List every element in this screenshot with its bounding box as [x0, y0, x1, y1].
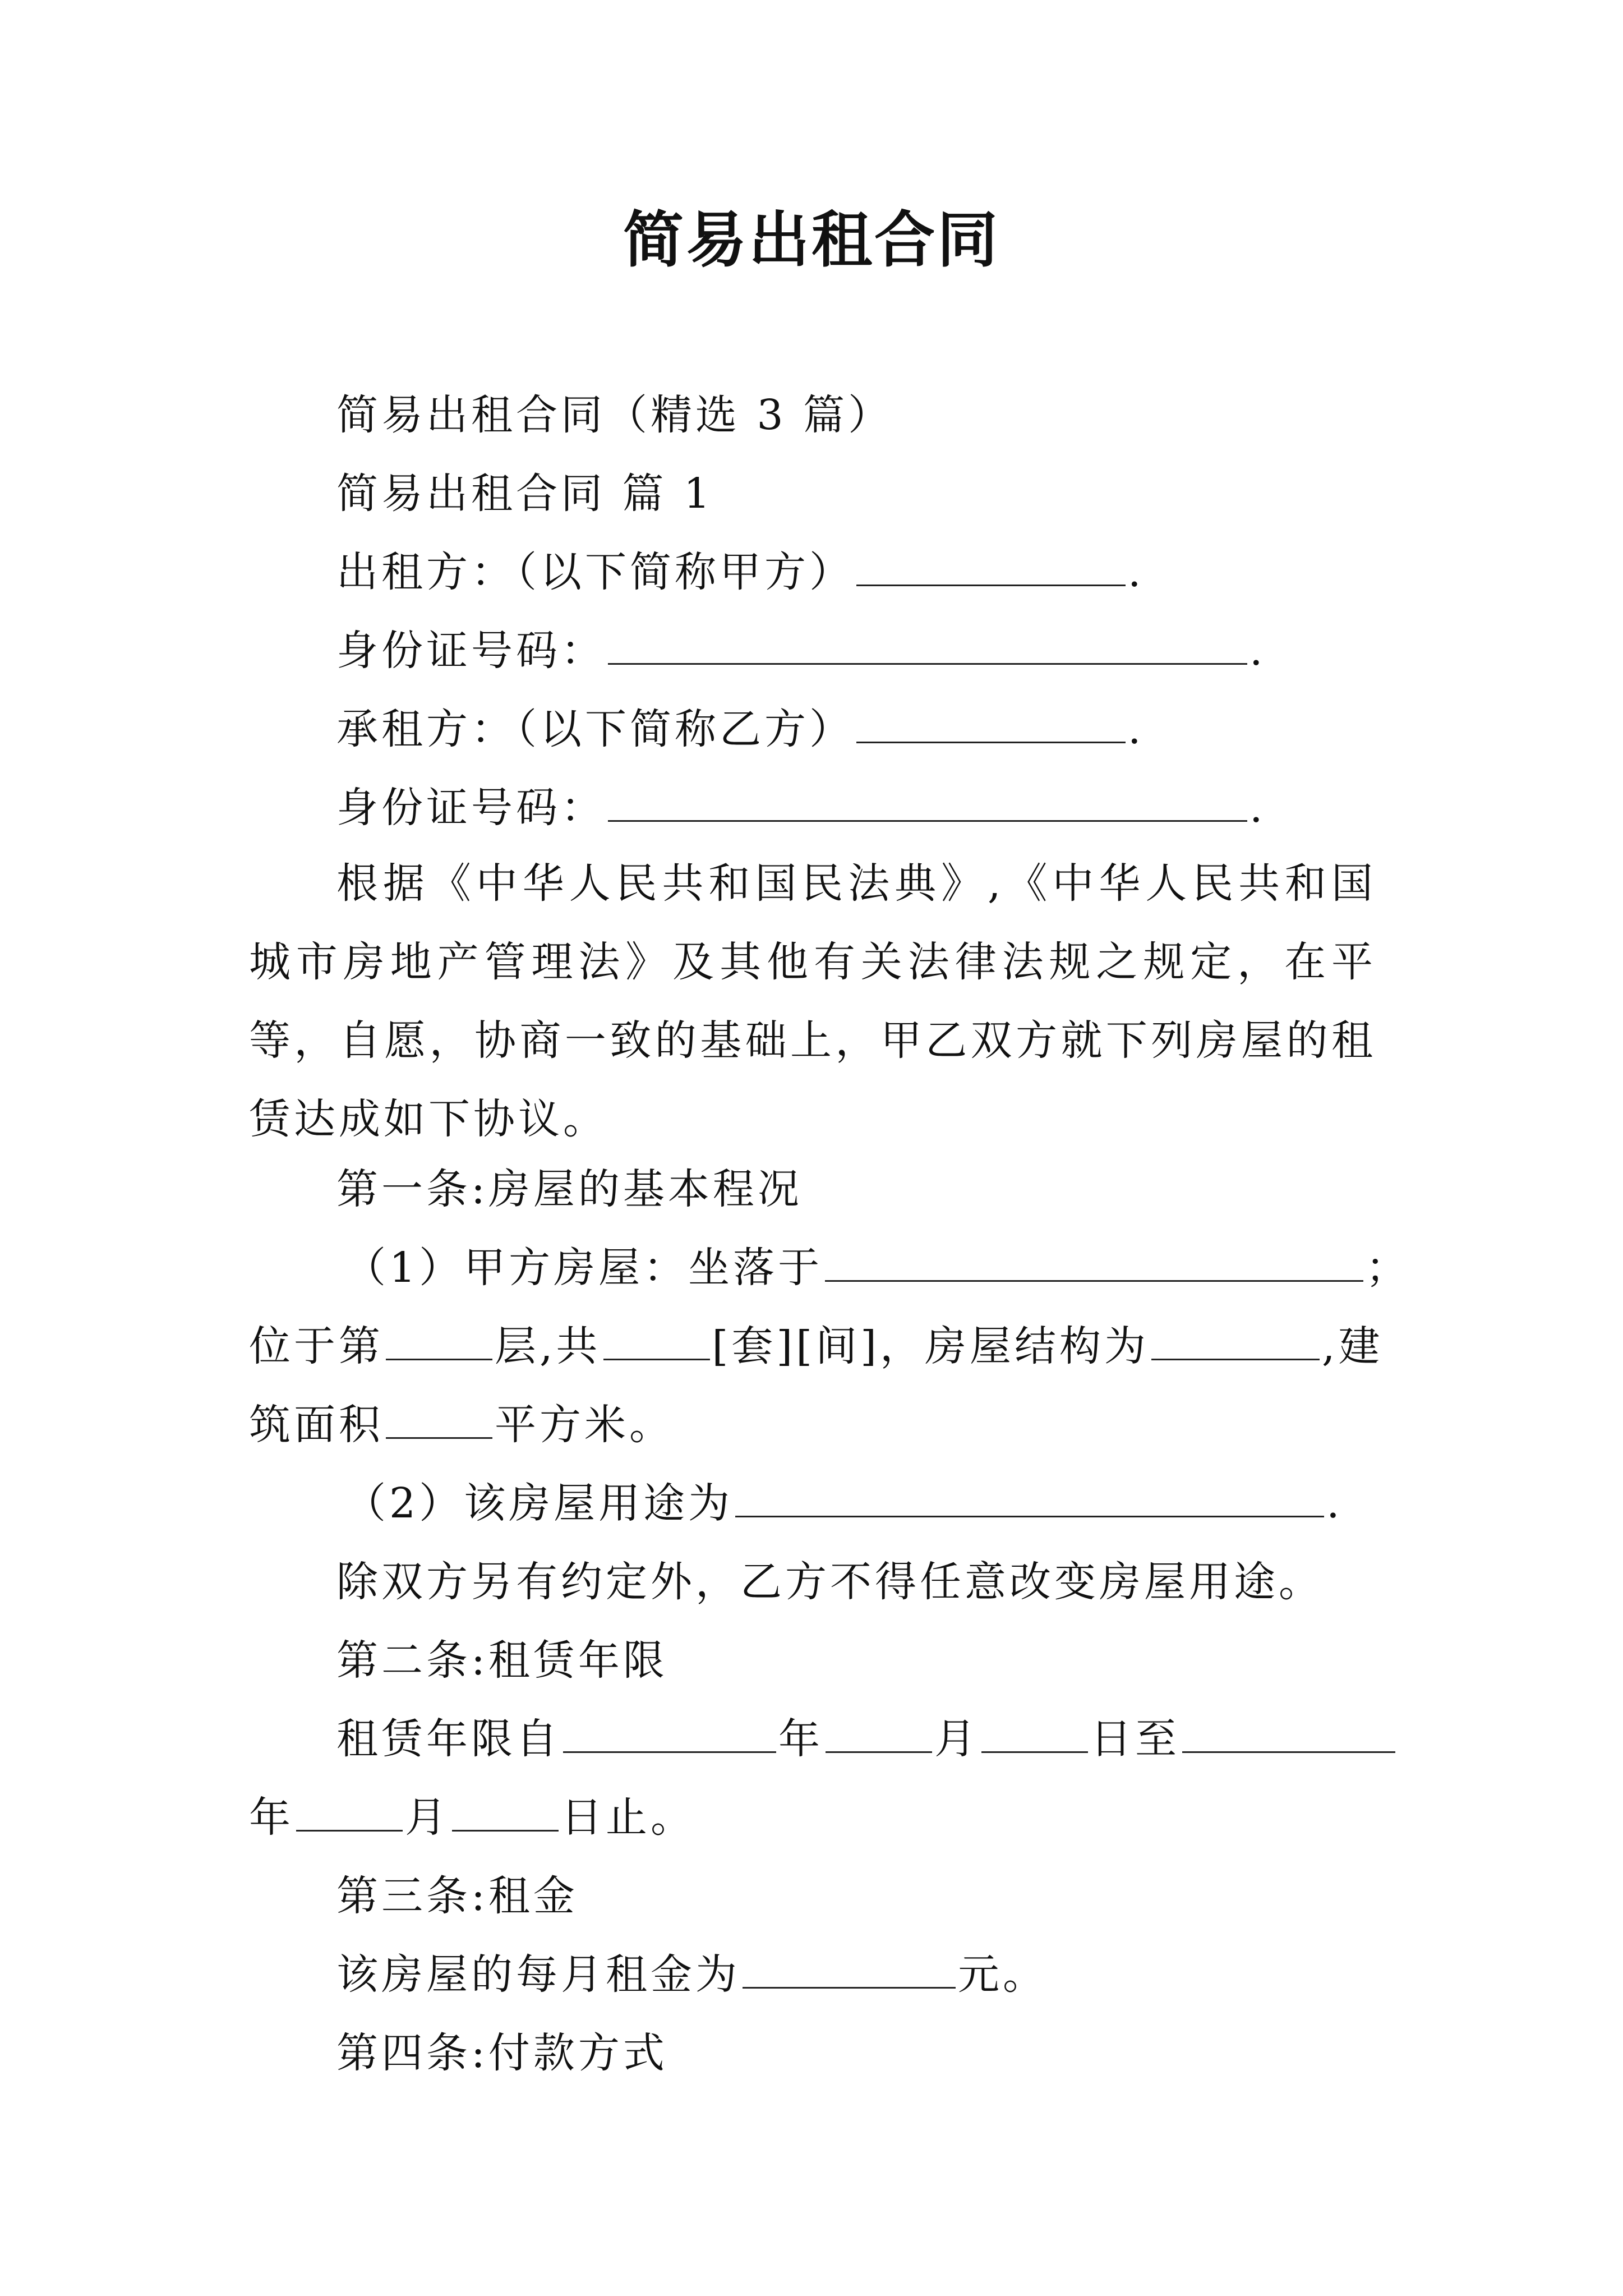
- lessee-id-blank: [608, 781, 1247, 822]
- end-year-blank: [1182, 1712, 1395, 1753]
- lessor-id-blank: [608, 624, 1247, 665]
- day-end-label: 日止。: [561, 1793, 695, 1842]
- build-suffix: ,建: [1322, 1322, 1384, 1370]
- usage-period: .: [1326, 1479, 1343, 1527]
- article3-heading: 第三条:租金: [336, 1872, 578, 1920]
- lessor-label: 出租方：（以下简称甲方）: [336, 548, 854, 596]
- lessee-line: [336, 701, 1145, 757]
- lessee-id-label: 身份证号码：: [336, 784, 606, 832]
- structure-blank: [1151, 1319, 1320, 1360]
- lease-term-line: [336, 1711, 1398, 1767]
- area-suffix: 平方米。: [495, 1401, 674, 1449]
- start-month-blank: [826, 1712, 932, 1753]
- lessee-name-blank: [856, 702, 1126, 743]
- area-blank: [386, 1398, 492, 1439]
- floor-mid: 层,共: [495, 1322, 601, 1370]
- lessor-period: .: [1128, 548, 1145, 596]
- article1-item2-label: （2）该房屋用途为: [344, 1479, 734, 1527]
- lessor-name-blank: [856, 545, 1126, 586]
- area-prefix: 筑面积: [249, 1401, 384, 1449]
- end-year-label: 年: [249, 1793, 294, 1842]
- usage-blank: [735, 1476, 1324, 1517]
- lessee-id-period: .: [1249, 784, 1266, 832]
- units-text: [套][间]，房屋结构为: [712, 1322, 1150, 1370]
- day-to-label: 日至: [1090, 1715, 1180, 1763]
- article1-area-line: [249, 1397, 674, 1453]
- term-prefix: 租赁年限自: [336, 1715, 561, 1763]
- lessor-id-period: .: [1249, 627, 1266, 675]
- lessee-id-line: [336, 780, 1266, 836]
- end-month-label: 月: [405, 1793, 450, 1842]
- total-floors-blank: [603, 1319, 710, 1360]
- rent-line: [336, 1947, 1048, 2003]
- start-year-blank: [563, 1712, 776, 1753]
- article1-item1-end: ；: [1366, 1244, 1411, 1292]
- article1-heading: 第一条:房屋的基本程况: [336, 1165, 803, 1213]
- document-title: 简易出租合同: [623, 205, 1000, 275]
- lessor-id-label: 身份证号码：: [336, 627, 606, 675]
- rent-suffix: 元。: [958, 1950, 1048, 1999]
- rent-prefix: 该房屋的每月租金为: [336, 1950, 740, 1999]
- start-day-blank: [981, 1712, 1088, 1753]
- lessor-id-line: [336, 623, 1266, 679]
- article1-floor-line: [249, 1318, 1384, 1374]
- section-heading: 简易出租合同 篇 1: [336, 470, 714, 518]
- preamble-paragraph: 根据《中华人民共和国民法典》,《中华人民共和国城市房地产管理法》及其他有关法律法规之规定，在平等，自愿，协商一致的基础上，甲乙双方就下列房屋的租赁达成如下协议。: [249, 859, 1376, 1143]
- subtitle: 简易出租合同（精选 3 篇）: [336, 391, 893, 439]
- usage-note: 除双方另有约定外，乙方不得任意改变房屋用途。: [336, 1558, 1324, 1606]
- lessee-label: 承租方：（以下简称乙方）: [336, 705, 854, 753]
- rent-amount-blank: [743, 1948, 956, 1989]
- start-month-label: 月: [934, 1715, 979, 1763]
- lease-term-end-line: [249, 1789, 695, 1846]
- article4-heading: 第四条:付款方式: [336, 2029, 668, 2077]
- article1-item2-line: [344, 1475, 1343, 1531]
- article2-heading: 第二条:租赁年限: [336, 1636, 668, 1685]
- end-day-blank: [452, 1791, 559, 1832]
- floor-blank: [386, 1319, 492, 1360]
- end-month-blank: [296, 1791, 403, 1832]
- lessee-period: .: [1128, 705, 1145, 753]
- location-blank: [825, 1241, 1363, 1282]
- article1-item1-line: [344, 1240, 1410, 1296]
- article1-item1-label: （1）甲方房屋：坐落于: [344, 1244, 823, 1292]
- start-year-label: 年: [778, 1715, 823, 1763]
- floor-prefix: 位于第: [249, 1322, 384, 1370]
- lessor-line: [336, 544, 1145, 600]
